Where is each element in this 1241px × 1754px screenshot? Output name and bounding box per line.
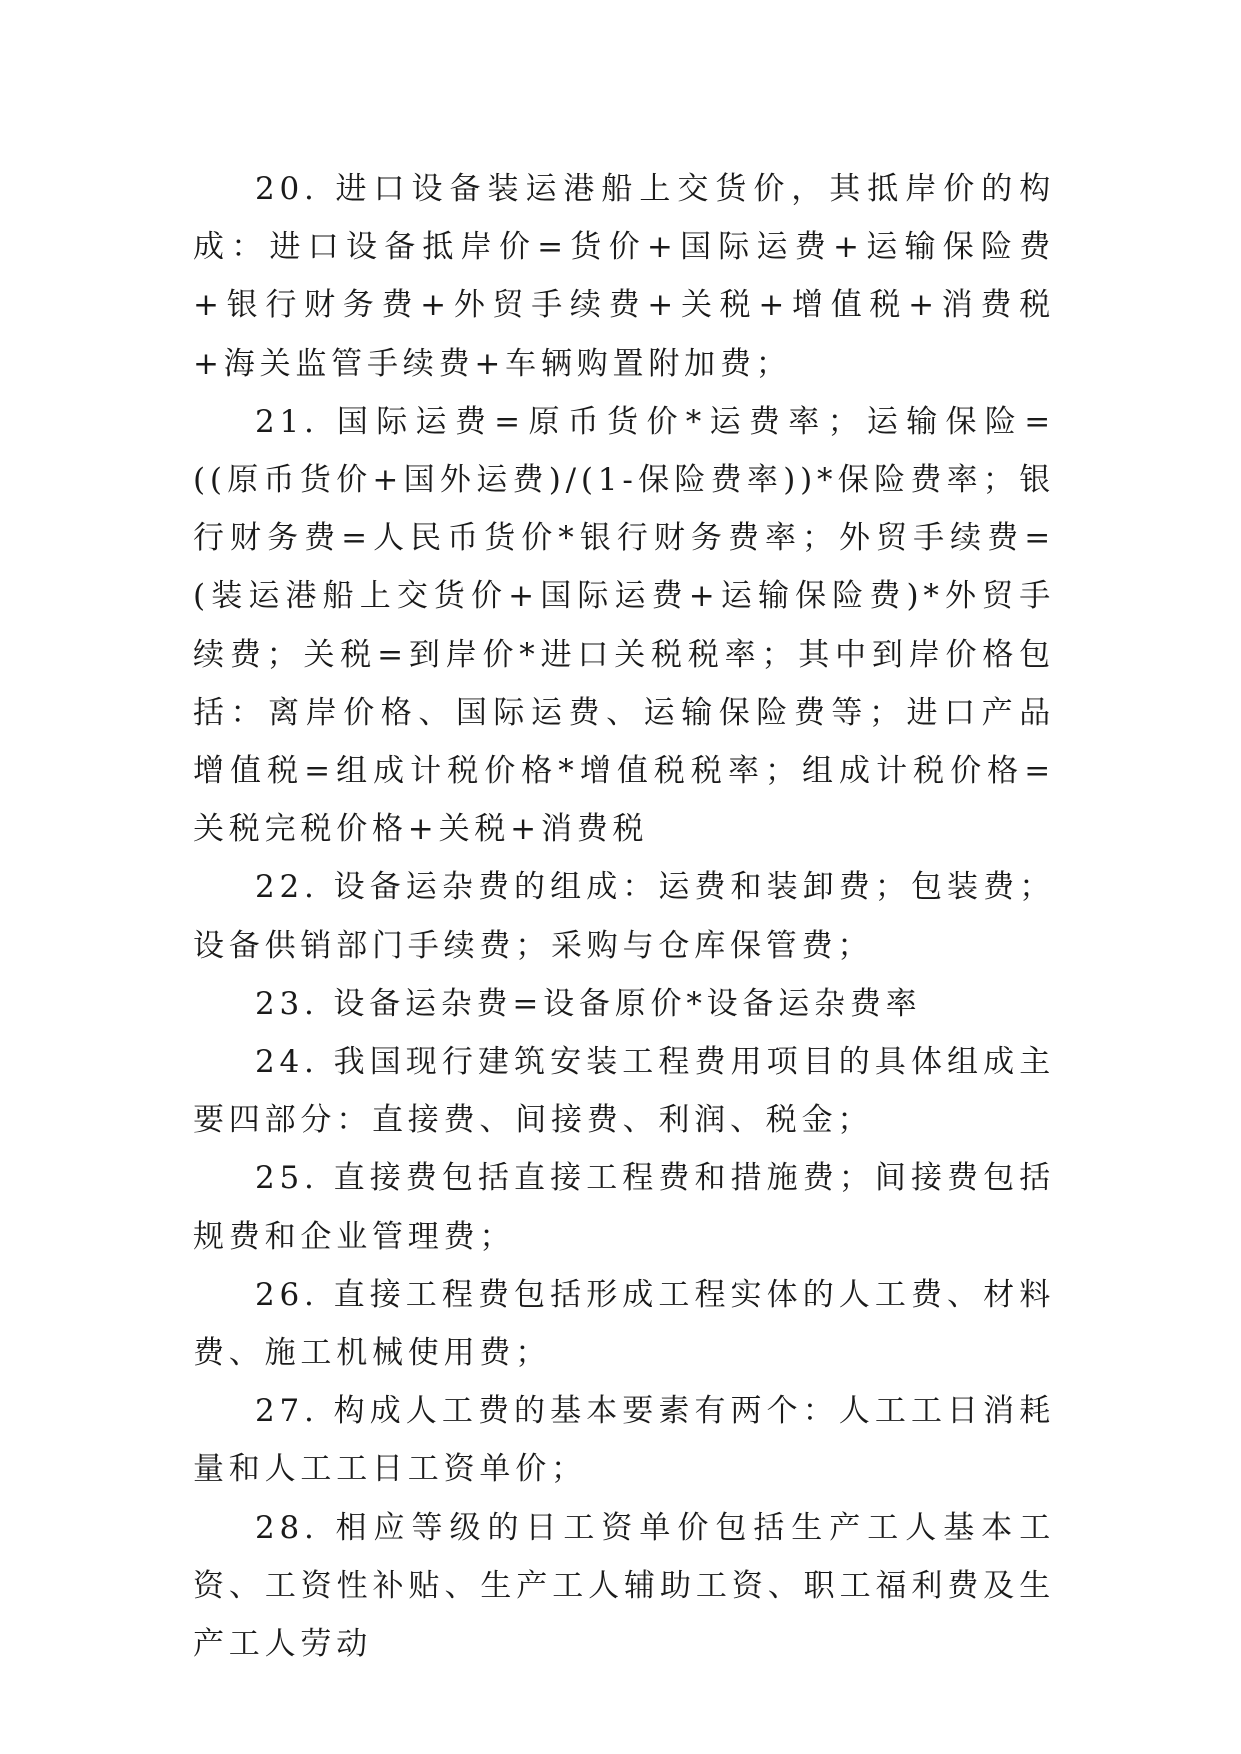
paragraph-20: 20. 进口设备装运港船上交货价，其抵岸价的构成：进口设备抵岸价=货价+国际运费+运输保险费+银行财务费+外贸手续费+关税+增值税+消费税+海关监管手续费+车辆购置附加费；: [193, 171, 1055, 382]
paragraph-23: 23. 设备运杂费=设备原价*设备运杂费率: [255, 985, 922, 1022]
paragraph-27: 27. 构成人工费的基本要素有两个：人工工日消耗量和人工工日工资单价；: [193, 1393, 1055, 1488]
paragraph-21: 21. 国际运费=原币货价*运费率；运输保险=((原币货价+国外运费)/(1-保险费率))*保险费率；银行财务费=人民币货价*银行财务费率；外贸手续费= (装运港船上交货价+国际运费+运输保险费)*外贸手续费；关税=到岸价*进口关税税率；其中到岸价格包括：离岸价格、国际运费、运输保险费等；进口产品 增值税=组成计税价格*增值税税率；组成计税价格=关税完税价格+关税+消费税: [193, 403, 1055, 848]
document-body: [193, 160, 1055, 1673]
paragraph-25: 25. 直接费包括直接工程费和措施费；间接费包括规费和企业管理费；: [193, 1160, 1055, 1255]
paragraph-28: 28. 相应等级的日工资单价包括生产工人基本工资、工资性补贴、生产工人辅助工资、职工福利费及生产工人劳动: [193, 1509, 1055, 1663]
paragraph-24: 24. 我国现行建筑安装工程费用项目的具体组成主要四部分：直接费、间接费、利润、税金；: [193, 1044, 1055, 1139]
paragraph-22: 22. 设备运杂费的组成：运费和装卸费；包装费；设备供销部门手续费；采购与仓库保管费；: [193, 869, 1055, 964]
paragraph-26: 26. 直接工程费包括形成工程实体的人工费、材料费、施工机械使用费；: [193, 1276, 1055, 1372]
